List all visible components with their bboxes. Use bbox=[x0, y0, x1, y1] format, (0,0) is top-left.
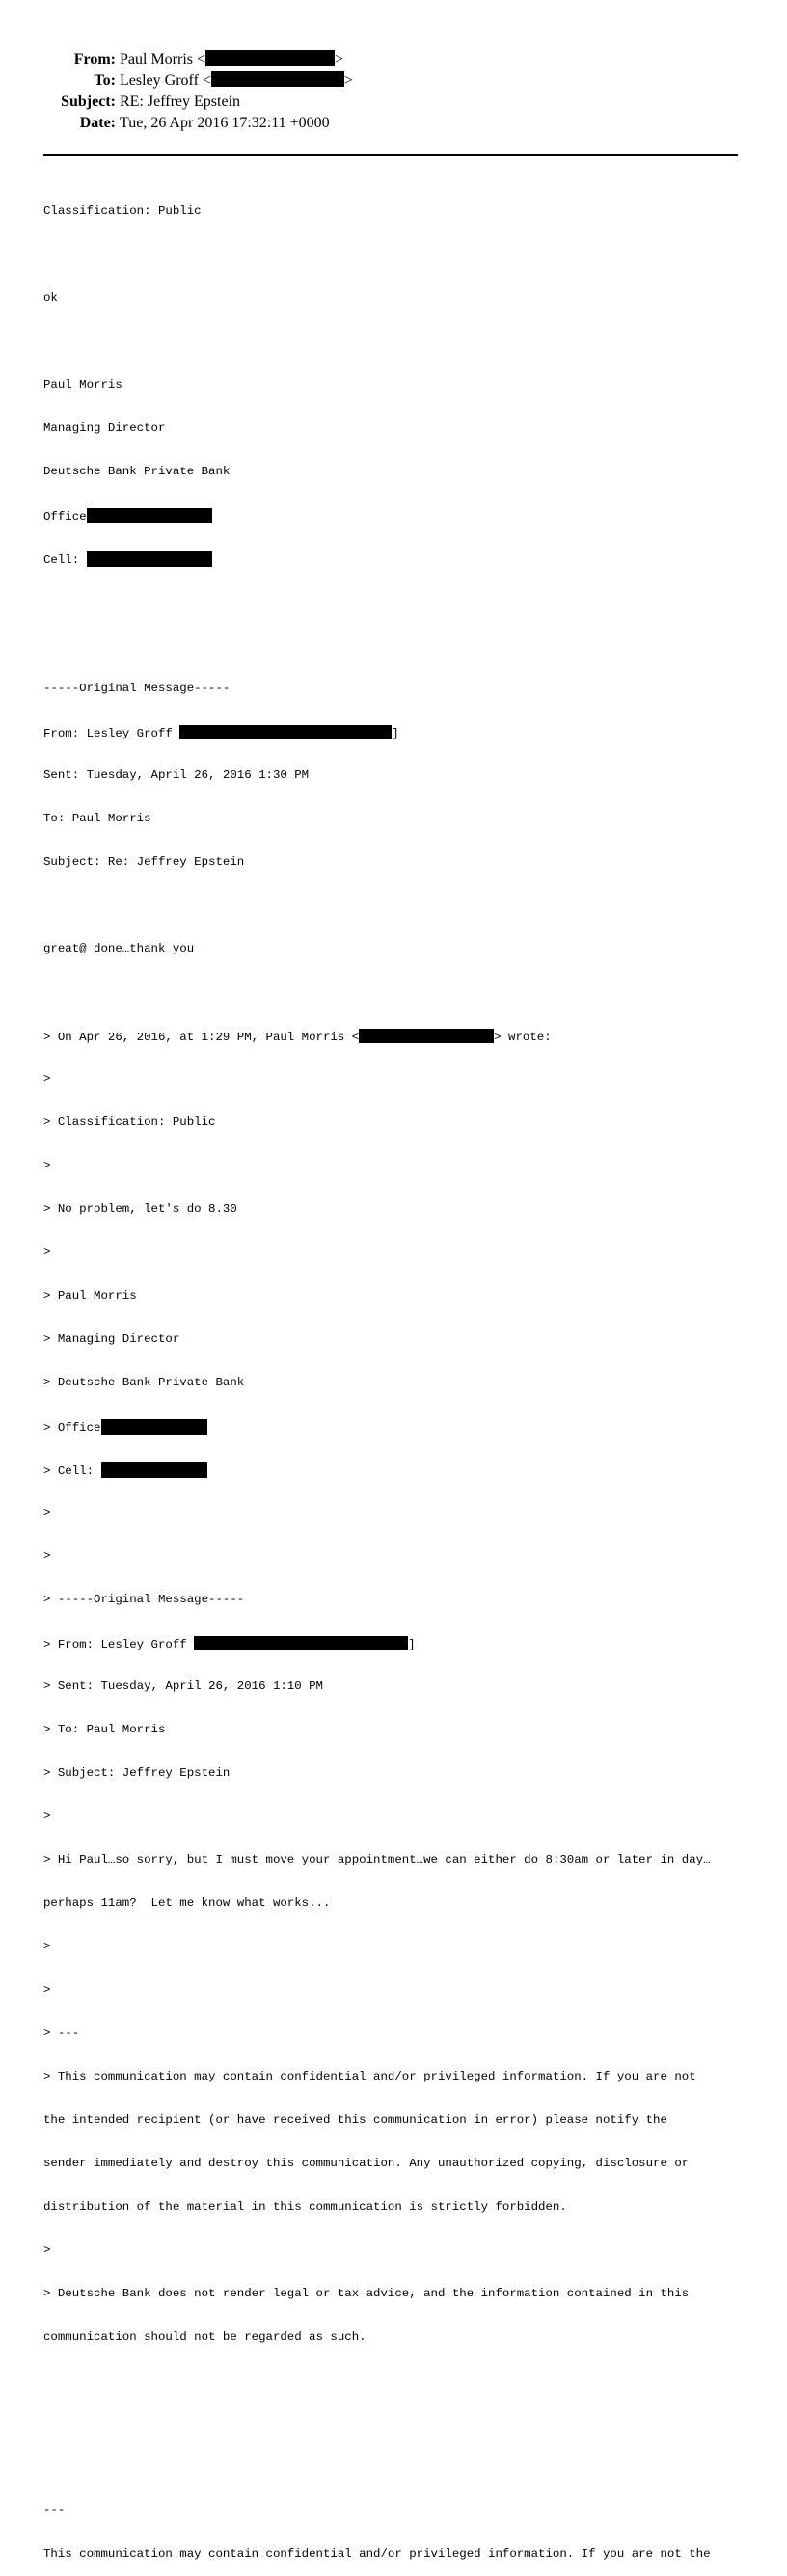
date-label: Date: bbox=[79, 115, 116, 131]
quote-original-subject: > Subject: Jeffrey Epstein bbox=[43, 1766, 231, 1780]
quote-cell-label: > Cell: bbox=[43, 1464, 95, 1478]
footer-disclaimer: This communication may contain confidential and/or privileged information. If you are not the bbox=[43, 2547, 711, 2561]
signature-company: Deutsche Bank Private Bank bbox=[43, 465, 231, 478]
quote-marker: > bbox=[43, 1159, 51, 1172]
to-close: > bbox=[343, 72, 353, 89]
quote-hi-line-1: > Hi Paul…so sorry, but I must move your appointment…we can either do 8:30am or later in day… bbox=[43, 1853, 711, 1866]
date-value: Tue, 26 Apr 2016 17:32:11 +0000 bbox=[120, 115, 330, 131]
quote-signature-cell bbox=[43, 1462, 757, 1477]
quote-signature-name: > Paul Morris bbox=[43, 1289, 137, 1302]
original-from bbox=[43, 725, 757, 739]
header-from-row bbox=[0, 50, 343, 69]
quote-marker: > bbox=[43, 1246, 51, 1259]
quote-original-to: > To: Paul Morris bbox=[43, 1723, 166, 1736]
classification-line: Classification: Public bbox=[43, 204, 202, 218]
quote-marker: > bbox=[43, 1072, 51, 1086]
quote-marker: > bbox=[43, 1940, 51, 1953]
quote-original-from bbox=[43, 1636, 757, 1650]
quote-original-from-close: ] bbox=[408, 1638, 416, 1651]
email-body bbox=[43, 175, 757, 2576]
quote-original-from-label: > From: Lesley Groff bbox=[43, 1638, 187, 1651]
original-message-header: -----Original Message----- bbox=[43, 682, 231, 695]
from-label: From: bbox=[73, 51, 116, 67]
quote-marker: > bbox=[43, 2243, 51, 2257]
reply-text: ok bbox=[43, 291, 58, 305]
redaction-block bbox=[179, 725, 392, 739]
original-to: To: Paul Morris bbox=[43, 812, 151, 825]
quote-office-label: > Office bbox=[43, 1421, 101, 1435]
redaction-block bbox=[101, 1462, 207, 1478]
original-from-close: ] bbox=[392, 727, 399, 740]
quote-signature-office bbox=[43, 1419, 757, 1434]
quote-on-line bbox=[43, 1029, 757, 1043]
signature-cell bbox=[43, 551, 757, 566]
quote-marker: > bbox=[43, 1983, 51, 1997]
original-sent: Sent: Tuesday, April 26, 2016 1:30 PM bbox=[43, 768, 310, 782]
original-from-label: From: Lesley Groff bbox=[43, 727, 173, 740]
from-close: > bbox=[335, 51, 344, 67]
from-value: Paul Morris < bbox=[120, 51, 206, 67]
subject-label: Subject: bbox=[61, 94, 116, 110]
redaction-block bbox=[359, 1029, 494, 1043]
original-subject: Subject: Re: Jeffrey Epstein bbox=[43, 855, 245, 869]
signature-name: Paul Morris bbox=[43, 378, 122, 391]
quote-on-text: > On Apr 26, 2016, at 1:29 PM, Paul Morris < bbox=[43, 1031, 360, 1044]
quote-dashes: > --- bbox=[43, 2026, 80, 2040]
quote-original-sent: > Sent: Tuesday, April 26, 2016 1:10 PM bbox=[43, 1679, 323, 1693]
header-date-row bbox=[0, 114, 330, 133]
quote-disclaimer-1: > This communication may contain confidential and/or privileged information. If you are not bbox=[43, 2070, 696, 2083]
signature-title: Managing Director bbox=[43, 421, 166, 435]
quote-disclaimer-3: sender immediately and destroy this communication. Any unauthorized copying, disclosure or bbox=[43, 2157, 690, 2170]
quote-marker: > bbox=[43, 1549, 51, 1563]
quote-no-problem: > No problem, let's do 8.30 bbox=[43, 1202, 237, 1216]
quote-signature-company: > Deutsche Bank Private Bank bbox=[43, 1376, 245, 1389]
quote-disclaimer-2: the intended recipient (or have received this communication in error) please notify the bbox=[43, 2113, 667, 2127]
footer-dashes: --- bbox=[43, 2504, 66, 2517]
redaction-block bbox=[211, 71, 344, 87]
original-body: great@ done…thank you bbox=[43, 942, 195, 955]
quote-marker: > bbox=[43, 1810, 51, 1823]
header-divider bbox=[43, 154, 738, 156]
quote-marker: > bbox=[43, 1506, 51, 1519]
header-to-row bbox=[0, 71, 353, 91]
to-label: To: bbox=[94, 72, 116, 89]
office-label: Office bbox=[43, 510, 87, 523]
redaction-block bbox=[194, 1636, 408, 1650]
cell-label: Cell: bbox=[43, 553, 80, 567]
quote-db-notice-2: communication should not be regarded as such. bbox=[43, 2330, 366, 2344]
quote-signature-title: > Managing Director bbox=[43, 1332, 180, 1346]
redaction-block bbox=[87, 551, 212, 567]
quote-classification: > Classification: Public bbox=[43, 1115, 216, 1129]
to-value: Lesley Groff < bbox=[120, 72, 211, 89]
redaction-block bbox=[87, 508, 212, 523]
redaction-block bbox=[101, 1419, 207, 1435]
quote-db-notice-1: > Deutsche Bank does not render legal or tax advice, and the information contained in this bbox=[43, 2287, 690, 2300]
quote-hi-line-2: perhaps 11am? Let me know what works... bbox=[43, 1896, 331, 1910]
subject-value: RE: Jeffrey Epstein bbox=[120, 94, 241, 110]
quote-original-header: > -----Original Message----- bbox=[43, 1593, 245, 1606]
quote-on-close: > wrote: bbox=[494, 1031, 552, 1044]
redaction-block bbox=[205, 50, 335, 66]
header-subject-row bbox=[0, 93, 240, 112]
signature-office bbox=[43, 508, 757, 523]
quote-disclaimer-4: distribution of the material in this communication is strictly forbidden. bbox=[43, 2200, 567, 2214]
